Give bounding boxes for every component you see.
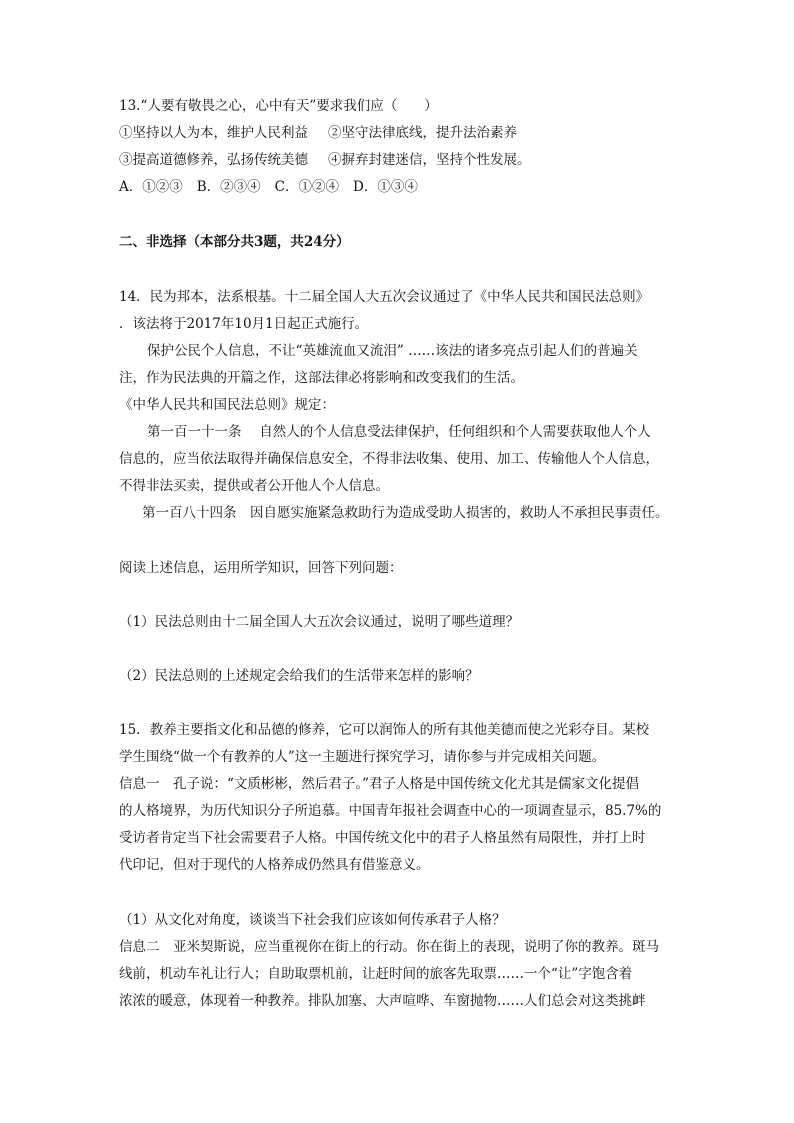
q13-options-row1 xyxy=(119,123,517,143)
q13-stem: 13.“人要有敬畏之心，心中有天”要求我们应（ ） xyxy=(119,98,438,114)
q13-choice-d: D．①③④ xyxy=(353,179,418,195)
q14-para1-line1: 保护公民个人信息，不让“英雄流血又流泪” ……该法的诸多亮点引起人们的普遍关 xyxy=(147,343,638,359)
q15-info1-line3: 受访者肯定当下社会需要君子人格。中国传统文化中的君子人格虽然有局限性，并打上时 xyxy=(119,830,646,846)
q14-article111-line3: 不得非法买卖，提供或者公开他人个人信息。 xyxy=(119,478,389,494)
q13-choices xyxy=(119,177,418,197)
q15-info1-line4: 代印记，但对于现代的人格养成仍然具有借鉴意义。 xyxy=(119,857,430,873)
q13-option-2: ②坚守法律底线，提升法治素养 xyxy=(328,125,517,141)
q15-intro-line2: 学生围绕“做一个有教养的人”这一主题进行探究学习，请你参与并完成相关问题。 xyxy=(119,749,606,765)
q15-info2-line1: 信息二 亚米契斯说，应当重视你在街上的行动。你在街上的表现，说明了你的教养。斑马 xyxy=(119,939,659,955)
q14-subquestion-2: （2）民法总则的上述规定会给我们的生活带来怎样的影响？ xyxy=(119,668,479,684)
q13-option-3: ③提高道德修养，弘扬传统美德 xyxy=(119,152,308,168)
q14-intro-line2: ．该法将于2017年10月1日起正式施行。 xyxy=(119,316,369,332)
section-heading: 二、非选择（本部分共3题，共24分） xyxy=(119,234,350,250)
q15-info1-line1: 信息一 孔子说：“文质彬彬，然后君子。”君子人格是中国传统文化尤其是儒家文化提倡 xyxy=(119,776,640,792)
q14-intro-line1: 14．民为邦本，法系根基。十二届全国人大五次会议通过了《中华人民共和国民法总则》 xyxy=(119,289,650,305)
q13-choice-b: B．②③④ xyxy=(196,179,261,195)
q14-article111-line1: 第一百一十一条 自然人的个人信息受法律保护，任何组织和个人需要获取他人个人 xyxy=(147,424,651,440)
q15-info2-line2: 线前，机动车礼让行人；自助取票机前，让赶时间的旅客先取票……一个“让”字饱含着 xyxy=(119,966,633,982)
q15-intro-line1: 15．教养主要指文化和品德的修养，它可以润饰人的所有其他美德而使之光彩夺目。某校 xyxy=(119,722,650,738)
q14-subquestion-1: （1）民法总则由十二届全国人大五次会议通过，说明了哪些道理？ xyxy=(119,614,520,630)
q14-instruction: 阅读上述信息，运用所学知识，回答下列问题： xyxy=(119,560,403,576)
q13-option-1: ①坚持以人为本，维护人民利益 xyxy=(119,125,308,141)
q15-info2-line3: 浓浓的暖意，体现着一种教养。排队加塞、大声喧哗、车窗抛物……人们总会对这类挑衅 xyxy=(119,993,646,1009)
q15-subquestion-1: （1）从文化对角度，谈谈当下社会我们应该如何传承君子人格？ xyxy=(119,912,506,928)
q14-article111-line2: 信息的，应当依法取得并确保信息安全，不得非法收集、使用、加工、传输他人个人信息， xyxy=(119,451,659,467)
q15-info1-line2: 的人格境界，为历代知识分子所追慕。中国青年报社会调查中心的一项调查显示，85.7%的 xyxy=(119,803,662,819)
q14-article184: 第一百八十四条 因自愿实施紧急救助行为造成受助人损害的，救助人不承担民事责任。 xyxy=(142,505,669,521)
q14-para1-line2: 注，作为民法典的开篇之作，这部法律必将影响和改变我们的生活。 xyxy=(119,370,524,386)
q13-choice-a: A．①②③ xyxy=(119,179,183,195)
q13-choice-c: C．①②④ xyxy=(274,179,340,195)
q13-options-row2 xyxy=(119,150,531,170)
q13-option-4: ④摒弃封建迷信，坚持个性发展。 xyxy=(328,152,531,168)
q14-rule-title: 《中华人民共和国民法总则》规定： xyxy=(119,397,335,413)
